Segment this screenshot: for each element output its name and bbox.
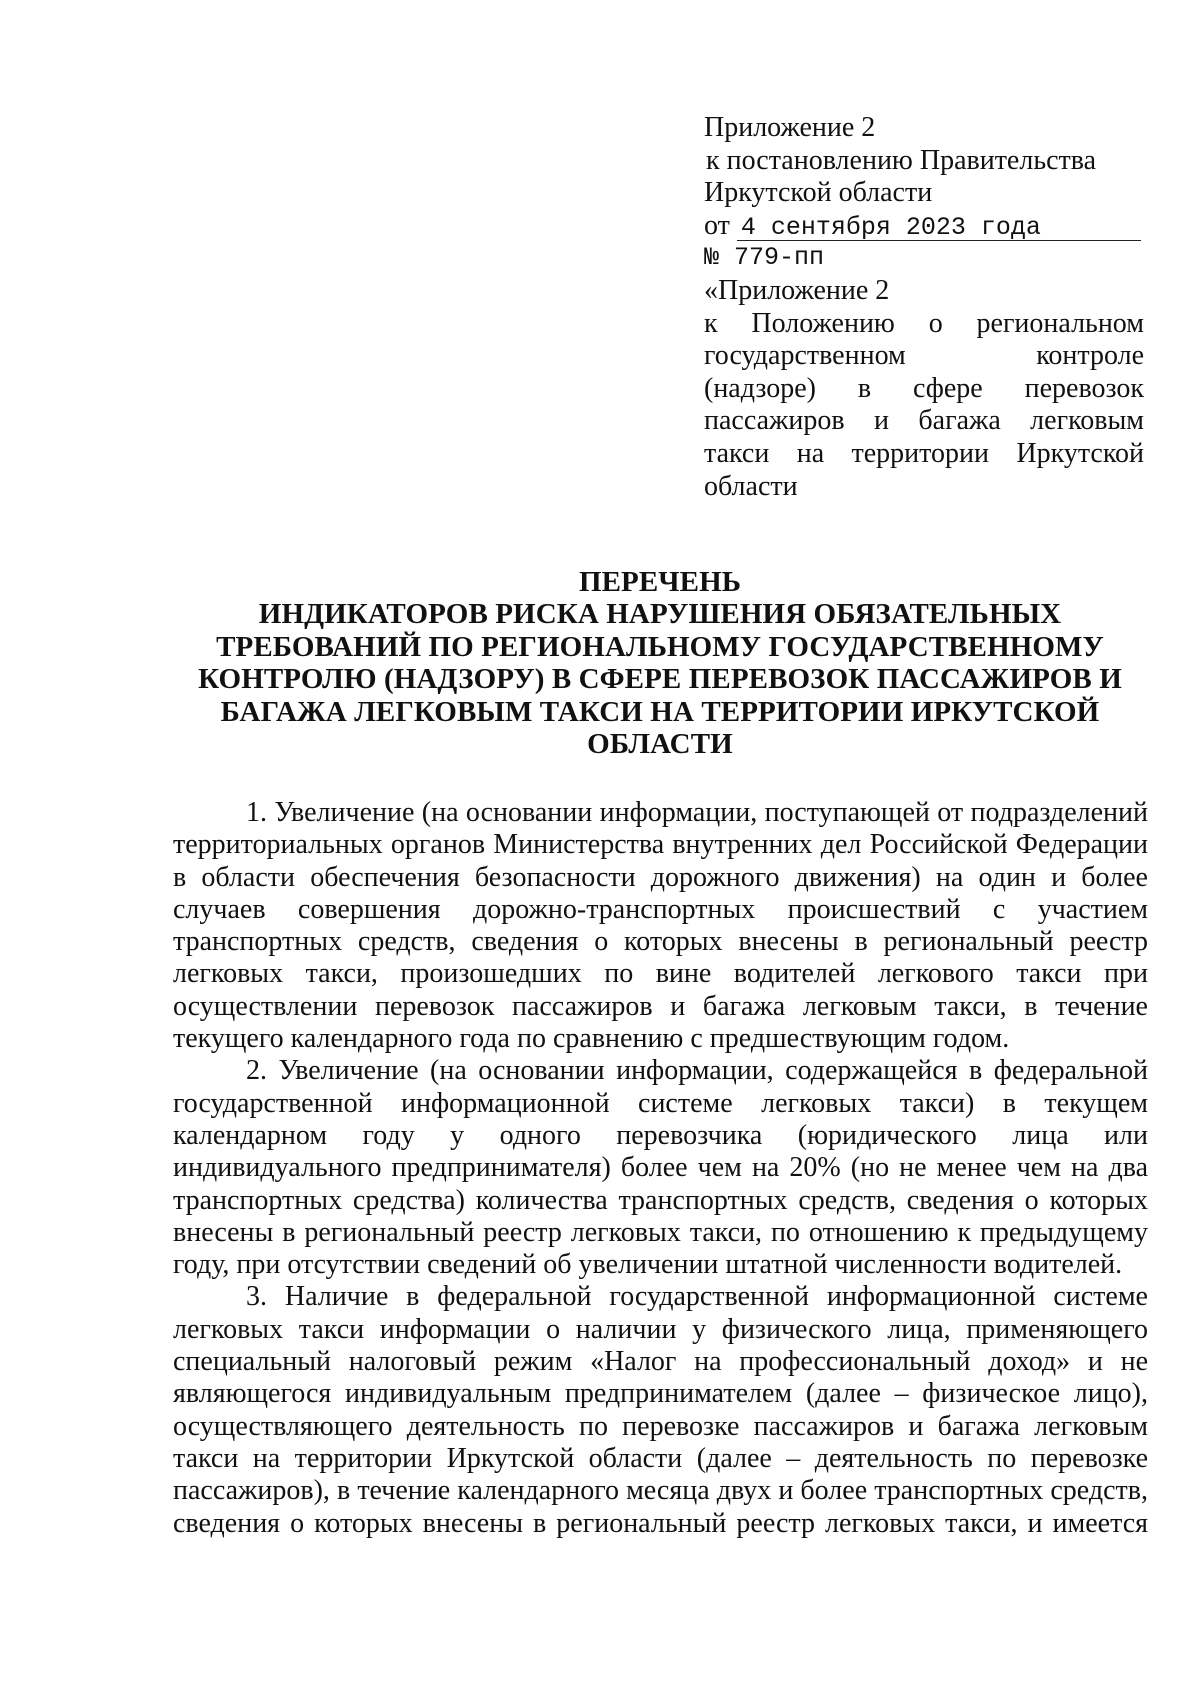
- document-title: [170, 566, 1150, 760]
- position-line: такси на территории Иркутской: [704, 437, 1144, 469]
- paragraph-line: текущего календарного года по сравнению с предшествующим годом.: [173, 1023, 1010, 1055]
- paragraph-line: 2. Увеличение (на основании информации, содержащейся в федеральной: [246, 1055, 1148, 1087]
- paragraph-line: легковых такси, произошедших по вине водителей легкового такси при: [173, 958, 1148, 990]
- position-line: (надзоре) в сфере перевозок: [704, 372, 1144, 404]
- paragraph-line: специальный налоговый режим «Налог на профессиональный доход» и не: [173, 1346, 1148, 1378]
- position-line: области: [704, 470, 798, 502]
- appendix-resolution-ref: к постановлению Правительства: [706, 144, 1097, 176]
- title-line: ТРЕБОВАНИЙ ПО РЕГИОНАЛЬНОМУ ГОСУДАРСТВЕННОМУ: [216, 630, 1104, 663]
- title-line: БАГАЖА ЛЕГКОВЫМ ТАКСИ НА ТЕРРИТОРИИ ИРКУТСКОЙ: [220, 695, 1100, 728]
- paragraph-line: территориальных органов Министерства внутренних дел Российской Федерации: [173, 829, 1148, 861]
- date-prefix: от: [704, 209, 737, 241]
- paragraph-line: пассажиров), в течение календарного месяца двух и более транспортных средств,: [173, 1475, 1148, 1507]
- paragraph-line: являющегося индивидуальным предпринимателем (далее – физическое лицо),: [173, 1378, 1148, 1410]
- appendix-position-ref: [704, 308, 1144, 504]
- paragraph-line: государственной информационной системе легковых такси) в текущем: [173, 1087, 1148, 1119]
- paragraph-1: [173, 797, 1148, 1055]
- paragraph-line: индивидуального предпринимателя) более чем на 20% (но не менее чем на два: [173, 1152, 1148, 1184]
- appendix-date-line: [704, 210, 1144, 243]
- title-line: ПЕРЕЧЕНЬ: [578, 566, 742, 598]
- resolution-number: № 779-пп: [704, 243, 825, 273]
- paragraph-line: легковых такси информации о наличии у физического лица, применяющего: [173, 1313, 1148, 1345]
- paragraph-line: такси на территории Иркутской области (далее – деятельность по перевозке: [173, 1442, 1148, 1474]
- paragraph-line: в области обеспечения безопасности дорожного движения) на один и более: [173, 861, 1148, 893]
- paragraph-2: [173, 1055, 1148, 1281]
- paragraph-line: транспортных средств, сведения о которых внесены в региональный реестр: [173, 926, 1148, 958]
- paragraph-line: году, при отсутствии сведений об увеличении штатной численности водителей.: [173, 1249, 1123, 1281]
- resolution-date: 4 сентября 2023 года: [737, 216, 1141, 241]
- position-line: к Положению о региональном: [704, 307, 1144, 339]
- position-line: пассажиров и багажа легковым: [704, 405, 1144, 437]
- position-line: государственном контроле: [704, 340, 1144, 372]
- title-line: ОБЛАСТИ: [587, 728, 733, 761]
- paragraph-line: осуществляющего деятельность по перевозке пассажиров и багажа легковым: [173, 1410, 1148, 1442]
- paragraph-3: [173, 1281, 1148, 1539]
- paragraph-line: календарном году у одного перевозчика (юридического лица или: [173, 1119, 1148, 1151]
- appendix-label: Приложение 2: [704, 112, 876, 143]
- paragraph-line: транспортных средства) количества транспортных средств, сведения о которых: [173, 1184, 1148, 1216]
- paragraph-line: сведения о которых внесены в региональный реестр легковых такси, и имеется: [173, 1507, 1148, 1539]
- paragraph-line: 1. Увеличение (на основании информации, поступающей от подразделений: [246, 797, 1148, 828]
- appendix-header: [704, 112, 1144, 503]
- title-line: ИНДИКАТОРОВ РИСКА НАРУШЕНИЯ ОБЯЗАТЕЛЬНЫХ: [258, 598, 1062, 631]
- document-body: [173, 797, 1148, 1540]
- paragraph-line: 3. Наличие в федеральной государственной информационной системе: [246, 1281, 1148, 1313]
- appendix-inner-label: «Приложение 2: [704, 274, 890, 306]
- paragraph-line: осуществлении перевозок пассажиров и багажа легковым такси, в течение: [173, 990, 1148, 1022]
- paragraph-line: внесены в региональный реестр легковых такси, по отношению к предыдущему: [173, 1216, 1148, 1248]
- paragraph-line: случаев совершения дорожно-транспортных происшествий с участием: [173, 893, 1148, 925]
- title-line: КОНТРОЛЮ (НАДЗОРУ) В СФЕРЕ ПЕРЕВОЗОК ПАССАЖИРОВ И: [198, 663, 1122, 696]
- appendix-region: Иркутской области: [704, 177, 933, 209]
